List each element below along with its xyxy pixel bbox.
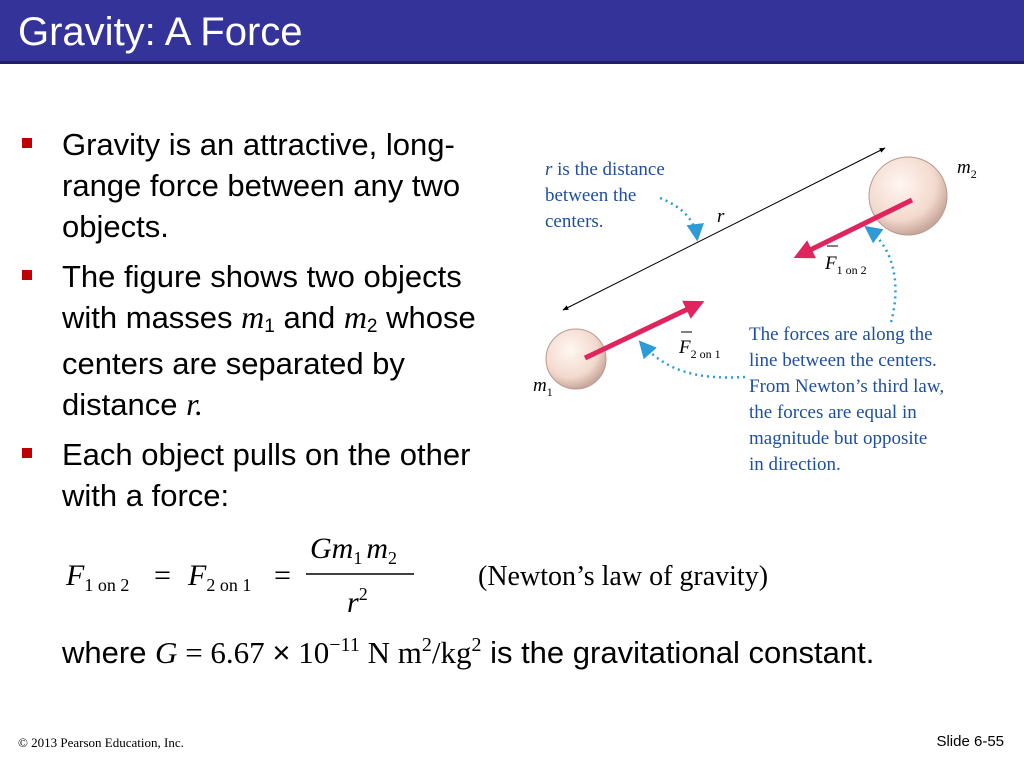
forces-note-line: in direction. — [749, 454, 841, 475]
units-part-1: N m — [359, 635, 422, 670]
distance-label: r — [717, 206, 725, 227]
where-word: where — [62, 635, 156, 670]
forces-note-line: magnitude but opposite — [749, 428, 928, 449]
power-exponent: −11 — [329, 634, 360, 656]
constant-value: = 6.67 — [177, 635, 273, 670]
eq-numerator — [310, 532, 397, 568]
bullet-marker — [22, 270, 32, 280]
bullet-marker — [22, 448, 32, 458]
times-sign: × — [272, 635, 291, 670]
bullet-force-statement — [22, 434, 502, 516]
distance-note-line-3: centers. — [545, 211, 604, 232]
mass-1-symbol: m — [241, 299, 265, 335]
equation-middle — [187, 559, 251, 595]
slide-title: Gravity: A Force — [18, 10, 303, 54]
title-rule — [0, 61, 1024, 64]
copyright-notice: © 2013 Pearson Education, Inc. — [18, 735, 184, 750]
distance-symbol: r. — [186, 386, 203, 422]
eq-den-exp: 2 — [358, 584, 368, 604]
forces-note-line: From Newton’s third law, — [749, 376, 945, 397]
eq-lhs-F: F — [66, 559, 85, 592]
bullet-text-part: and — [274, 300, 344, 335]
eq-num-sub2: 2 — [388, 548, 398, 568]
units-part-2: /kg — [431, 635, 472, 670]
bullet-gravity-definition — [22, 124, 502, 247]
force-2-on-1-symbol: F — [679, 337, 691, 358]
eq-equals-2: = — [274, 559, 291, 592]
force-2-on-1-sub: 2 on 1 — [690, 347, 721, 361]
eq-num-m: m — [366, 532, 389, 565]
slide-number: Slide 6-55 — [936, 733, 1004, 750]
force-2-on-1-label — [678, 337, 721, 361]
force-1-on-2-symbol: F — [825, 253, 837, 274]
equation-svg — [62, 530, 842, 620]
units-sup-1: 2 — [421, 634, 432, 656]
mass-2-subscript: 2 — [366, 316, 378, 337]
forces-note-line: line between the centers. — [749, 350, 937, 371]
mass-1-subscript: 1 — [264, 316, 275, 337]
mass-1-label-sub: 1 — [546, 385, 553, 399]
eq-den-r: r — [347, 586, 359, 619]
bullet-figure-description — [22, 256, 502, 425]
forces-note-line: The forces are along the — [749, 324, 933, 345]
mass-2-label-sub: 2 — [970, 167, 977, 181]
forces-note-line: the forces are equal in — [749, 402, 917, 423]
mass-1-label — [533, 375, 553, 399]
bullet-text: Each object pulls on the other with a force: — [62, 437, 471, 513]
distance-annotation-arrow — [660, 198, 697, 238]
distance-note-line-1 — [545, 159, 665, 180]
gravity-diagram — [525, 130, 1005, 490]
distance-note-line-2: between the — [545, 185, 637, 206]
distance-note-text: is the distance — [552, 159, 665, 180]
eq-denominator — [347, 584, 368, 619]
bullet-marker — [22, 138, 32, 148]
mass-2-sphere — [869, 157, 947, 235]
title-bar — [0, 0, 1024, 64]
eq-mid-F: F — [188, 559, 207, 592]
mass-2-symbol: m — [343, 299, 367, 335]
constant-G: G — [155, 635, 178, 670]
bullet-text-part: whose centers are separated by distance — [62, 300, 476, 422]
eq-equals-1: = — [154, 559, 171, 592]
gravity-figure — [525, 130, 1005, 490]
force-note-arrow-upper — [867, 228, 895, 322]
gravity-equation — [62, 530, 842, 620]
power-base: 10 — [290, 635, 330, 670]
force-1-on-2-sub: 1 on 2 — [836, 263, 867, 277]
distance-note-var: r — [545, 159, 553, 180]
equation-lhs — [65, 559, 129, 595]
eq-num-Gm: Gm — [310, 532, 354, 565]
units-sup-2: 2 — [471, 634, 482, 656]
eq-num-sub1: 1 — [353, 548, 363, 568]
mass-2-label-var: m — [957, 157, 971, 178]
bullet-text: Gravity is an attractive, long-range force between any two objects. — [62, 127, 461, 244]
mass-2-label — [957, 157, 977, 181]
force-1-on-2-label — [824, 253, 867, 277]
force-2-on-1-arrow — [585, 308, 690, 358]
bullet-text-part: The figure shows two objects with masses — [62, 259, 462, 335]
newton-law-label: (Newton’s law of gravity) — [478, 561, 769, 592]
eq-mid-sub: 2 on 1 — [206, 575, 252, 595]
bullet-list — [22, 124, 502, 525]
mass-1-label-var: m — [533, 375, 547, 396]
constant-description: is the gravitational constant. — [481, 635, 875, 670]
eq-lhs-sub: 1 on 2 — [84, 575, 130, 595]
gravitational-constant-line — [62, 632, 962, 678]
mass-1-sphere — [546, 329, 606, 389]
